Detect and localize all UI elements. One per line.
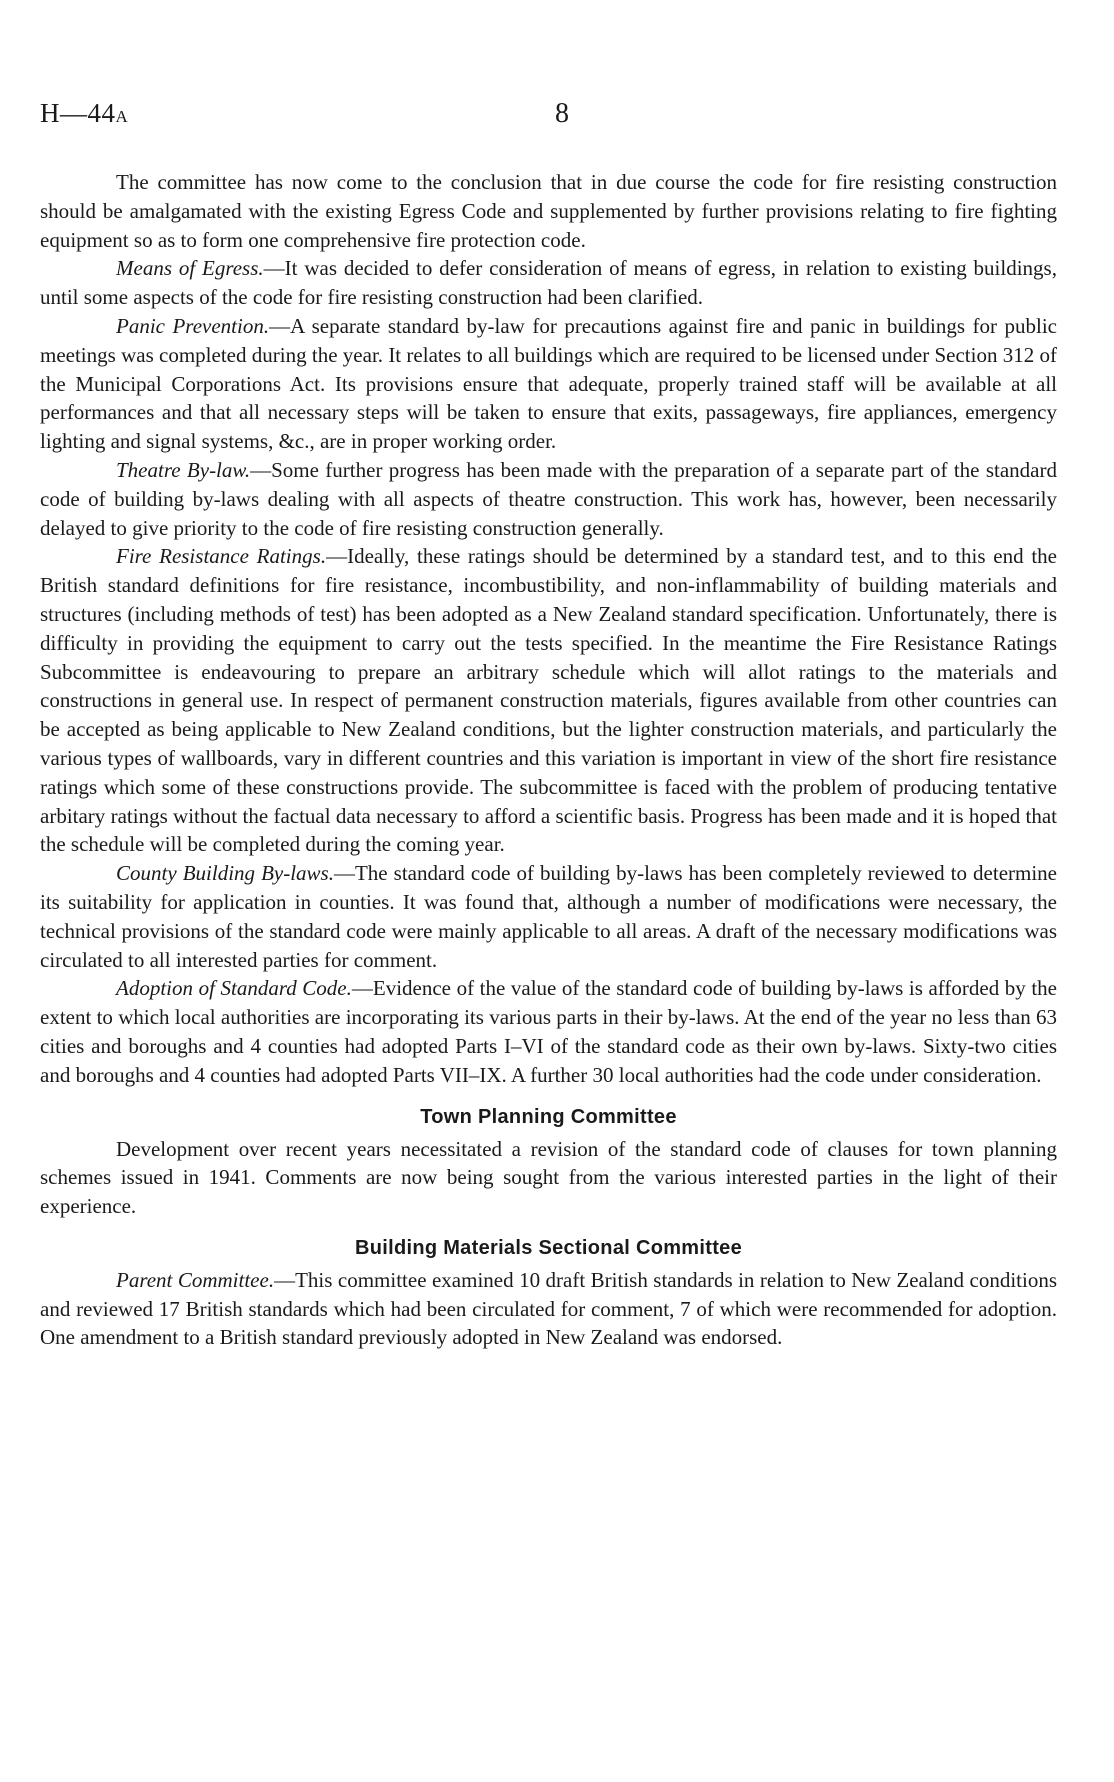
paragraph-text: The committee has now come to the conclusion that in due course the code for fire resisting construction should be amalgamated with the existing Egress Code and supplemented by further provisions relating to fire fighting equipment so as to form one comprehensive fire protection code.: [40, 170, 1057, 252]
document-reference: [40, 98, 129, 129]
paragraph-lead: Fire Resistance Ratings.: [116, 544, 327, 569]
paragraph-means-of-egress: [40, 254, 1057, 312]
paragraph-text: —The standard code of building by-laws has been completely reviewed to determine its suitability for application in counties. It was found that, although a number of modifications were necessary, the technical provisions of the standard code were mainly applicable to all areas. A draft of the necessary modifications was circulated to all interested parties for comment.: [40, 861, 1057, 972]
paragraph-text: —This committee examined 10 draft British standards in relation to New Zealand conditions and reviewed 17 British standards which had been circulated for comment, 7 of which were recommended for adoption. One amendment to a British standard previously adopted in New Zealand was endorsed.: [40, 1267, 1058, 1350]
paragraph-text: —A separate standard by-law for precautions against fire and panic in buildings for public meetings was completed during the year. It relates to all buildings which are required to be licensed under Section 312 of the Municipal Corporations Act. Its provisions ensure that adequate, properly trained staff will be available at all performances and that all necessary steps will be taken to ensure that exits, passageways, fire appliances, emergency lighting and signal systems, &c., are in proper working order.: [40, 313, 1058, 454]
section-heading-building-materials: Building Materials Sectional Committee: [354, 1236, 743, 1259]
paragraph-adoption-of-standard-code: [40, 974, 1057, 1089]
paragraph-lead: Adoption of Standard Code.: [116, 976, 352, 1001]
paragraph-text: Development over recent years necessitated a revision of the standard code of clauses for town planning schemes issued in 1941. Comments are now being sought from the various interested parties in the light of their experience.: [40, 1136, 1057, 1219]
section-heading-town-planning: Town Planning Committee: [420, 1105, 677, 1128]
paragraph-lead: Parent Committee.: [116, 1267, 275, 1292]
page-header: [40, 98, 1057, 138]
paragraph-lead: Panic Prevention.: [116, 313, 270, 338]
paragraph-lead: County Building By-laws.: [116, 861, 334, 886]
paragraph-text: —It was decided to defer consideration of means of egress, in relation to existing buildings, until some aspects of the code for fire resisting construction had been clarified.: [40, 256, 1057, 310]
document-reference-code: H—44: [40, 98, 116, 128]
paragraph-text: —Some further progress has been made with the preparation of a separate part of the standard code of building by-laws dealing with all aspects of theatre construction. This work has, however, been necessarily delayed to give priority to the code of fire resisting construction generally.: [40, 457, 1057, 540]
paragraph-theatre-by-law: [40, 456, 1057, 542]
paragraph-fire-resistance-ratings: [40, 542, 1057, 859]
paragraph-lead: Theatre By-law.: [116, 457, 251, 482]
page-body: [40, 168, 1057, 1352]
paragraph-fire-code: [40, 168, 1057, 254]
paragraph-county-building-by-laws: [40, 859, 1057, 974]
paragraph-text: —Evidence of the value of the standard code of building by-laws is afforded by the extent to which local authorities are incorporating its various parts in their by-laws. At the end of the year no less than 63 cities and boroughs and 4 counties had adopted Parts I–VI of the standard code as their own by-laws. Sixty-two cities and boroughs and 4 counties had adopted Parts VII–IX. A further 30 local authorities had the code under consideration.: [40, 976, 1057, 1087]
paragraph-parent-committee: [40, 1266, 1057, 1352]
paragraph-text: —Ideally, these ratings should be determined by a standard test, and to this end the British standard definitions for fire resistance, incombustibility, and non-inflammability of building materials and structures (including methods of test) has been adopted as a New Zealand standard specification. Unfortunately, there is difficulty in providing the equipment to carry out the tests specified. In the meantime the Fire Resistance Ratings Subcommittee is endeavouring to prepare an arbitrary schedule which will allot ratings to the materials and constructions in general use. In respect of permanent construction materials, figures available from other countries can be accepted as being applicable to New Zealand conditions, but the lighter construction materials, and particularly the various types of wallboards, vary in different countries and this variation is important in view of the short fire resistance ratings which some of these constructions provide. The subcommittee is faced with the problem of producing tentative arbitary ratings without the factual data necessary to afford a scientific basis. Progress has been made and it is hoped that the schedule will be completed during the coming year.: [40, 544, 1057, 857]
paragraph-lead: Means of Egress.: [116, 256, 264, 281]
document-reference-suffix: A: [115, 107, 129, 126]
paragraph-town-planning: [40, 1135, 1057, 1221]
page-number: 8: [555, 98, 569, 129]
paragraph-panic-prevention: [40, 312, 1057, 456]
